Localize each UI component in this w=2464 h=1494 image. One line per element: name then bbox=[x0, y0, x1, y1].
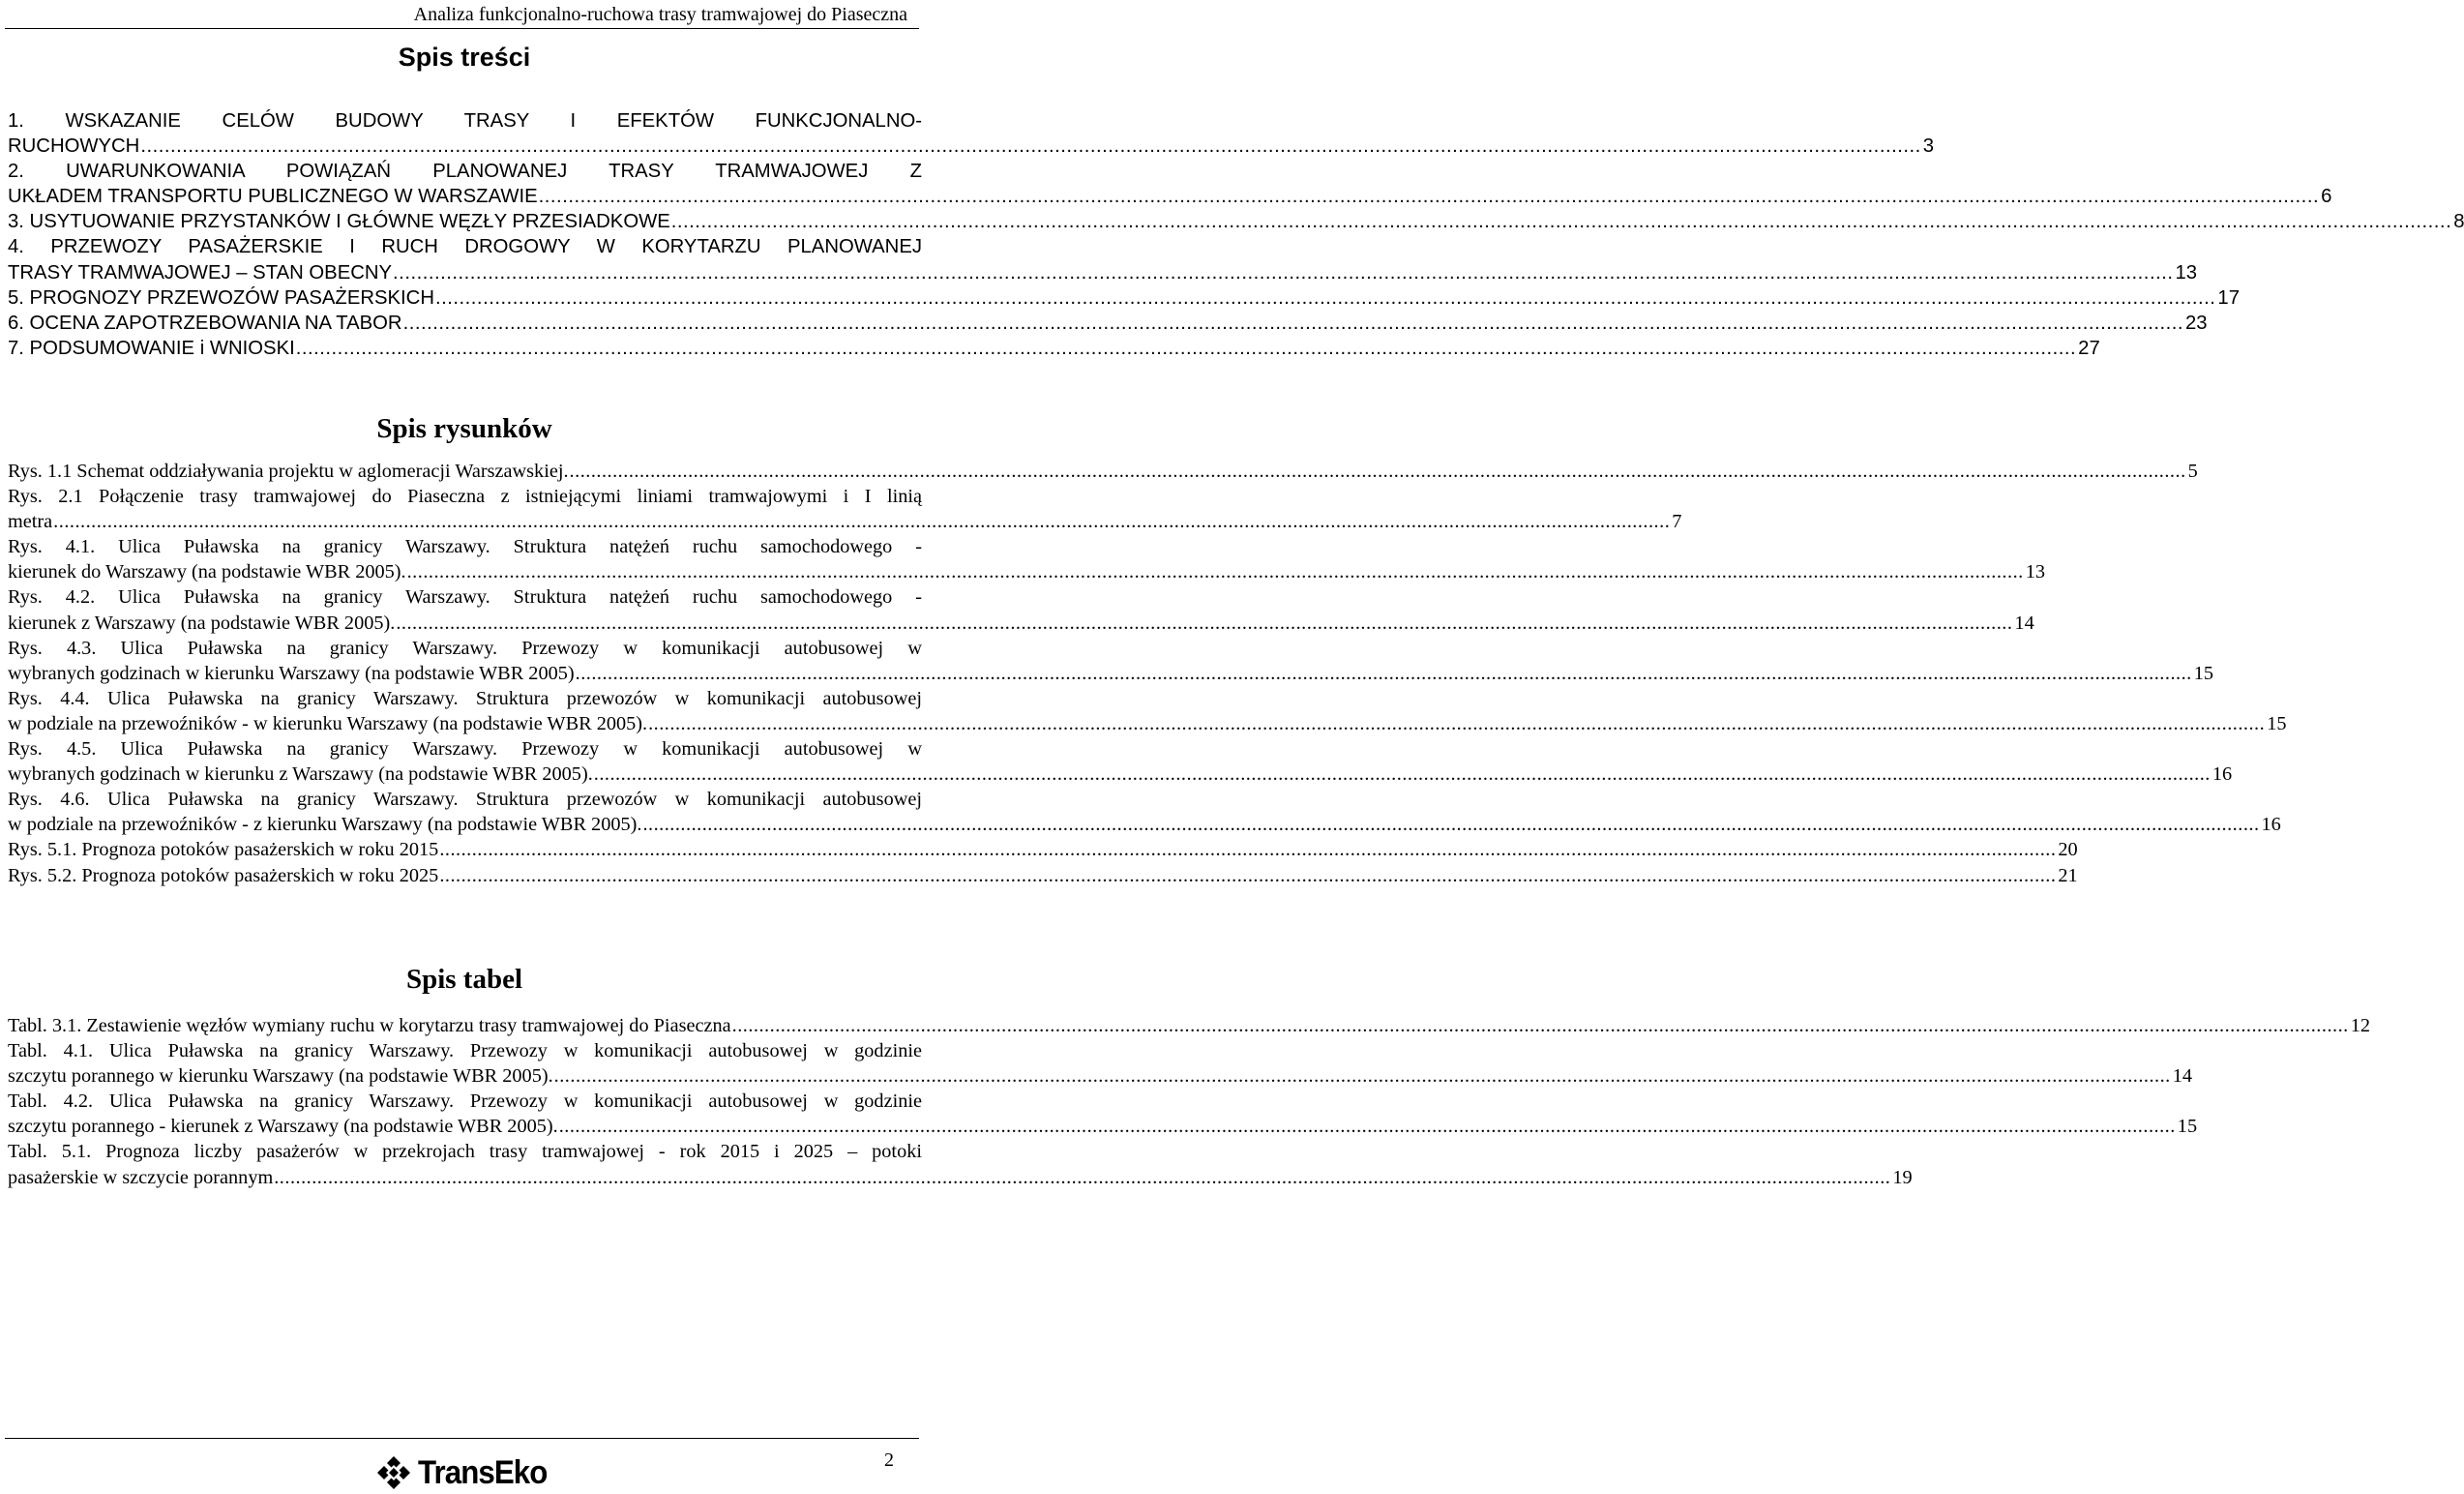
toc-entry[interactable] bbox=[8, 234, 2198, 284]
table-entry-page: 14 bbox=[2172, 1065, 2193, 1088]
figure-entry-title-line: Rys. 2.1 Połączenie trasy tramwajowej do Piaseczna z istniejącymi liniami tramwajowymi i I linią bbox=[8, 486, 922, 508]
figure-entry-title-line: Rys. 4.2. Ulica Puławska na granicy Warszawy. Struktura natężeń ruchu samochodowego - bbox=[8, 586, 922, 609]
toc-entry-title-line: 6. OCENA ZAPOTRZEBOWANIA NA TABOR bbox=[8, 312, 402, 334]
toc-entry-page: 3 bbox=[1922, 135, 1935, 158]
footer-rule bbox=[5, 1438, 919, 1439]
figure-entry-page: 21 bbox=[2058, 864, 2078, 886]
dot-leader: ............................................................................................................................................................................................................................................................................................................ bbox=[439, 864, 2057, 886]
dot-leader: ............................................................................................................................................................................................................................................................................................................ bbox=[439, 839, 2057, 861]
dot-leader: ............................................................................................................................................................................................................................................................................................................ bbox=[406, 561, 2024, 583]
dot-leader: ............................................................................................................................................................................................................................................................................................................ bbox=[396, 612, 2013, 634]
transeko-logo bbox=[375, 1451, 558, 1494]
table-entry-title-line: Tabl. 4.1. Ulica Puławska na granicy Warszawy. Przewozy w komunikacji autobusowej w godzinie bbox=[8, 1040, 922, 1062]
dot-leader: ............................................................................................................................................................................................................................................................................................................ bbox=[569, 461, 2186, 482]
table-entry-title-line: szczytu porannego - kierunek z Warszawy (na podstawie WBR 2005). bbox=[8, 1116, 558, 1138]
figure-entry-title-line: Rys. 1.1 Schemat oddziaływania projektu w aglomeracji Warszawskiej. bbox=[8, 461, 569, 482]
dot-leader: ............................................................................................................................................................................................................................................................................................................ bbox=[274, 1166, 1891, 1188]
table-entry-title-line: Tabl. 4.2. Ulica Puławska na granicy Warszawy. Przewozy w komunikacji autobusowej w godzinie bbox=[8, 1091, 922, 1113]
toc-entry[interactable] bbox=[8, 108, 1935, 159]
figure-entry-title-line: Rys. 5.1. Prognoza potoków pasażerskich w roku 2015 bbox=[8, 839, 439, 861]
dot-leader: ............................................................................................................................................................................................................................................................................................................ bbox=[642, 814, 2260, 836]
figure-entry-title-line: w podziale na przewoźników - z kierunku Warszawy (na podstawie WBR 2005). bbox=[8, 814, 642, 836]
table-entry-page: 12 bbox=[2350, 1015, 2370, 1036]
dot-leader: ............................................................................................................................................................................................................................................................................................................ bbox=[295, 337, 2077, 359]
figure-entry[interactable] bbox=[8, 584, 2034, 635]
figure-entry-page: 13 bbox=[2025, 561, 2045, 583]
figure-entry-title-line: Rys. 4.1. Ulica Puławska na granicy Warszawy. Struktura natężeń ruchu samochodowego - bbox=[8, 536, 922, 558]
toc-entry[interactable] bbox=[8, 285, 2240, 311]
toc-list bbox=[8, 108, 2464, 361]
toc-entry-title-line: 3. USYTUOWANIE PRZYSTANKÓW I GŁÓWNE WĘZŁY PRZESIADKOWE bbox=[8, 211, 670, 233]
figure-entry-title-line: Rys. 4.6. Ulica Puławska na granicy Warszawy. Struktura przewozów w komunikacji autobusowej bbox=[8, 789, 922, 811]
figure-entry-title-line: kierunek do Warszawy (na podstawie WBR 2005). bbox=[8, 561, 406, 583]
toc-entry-title-line: 2. UWARUNKOWANIA POWIĄZAŃ PLANOWANEJ TRASY TRAMWAJOWEJ Z bbox=[8, 161, 922, 183]
toc-entry-title-line: UKŁADEM TRANSPORTU PUBLICZNEGO W WARSZAWIE bbox=[8, 186, 538, 208]
toc-entry-title-line: 7. PODSUMOWANIE i WNIOSKI bbox=[8, 337, 295, 359]
figure-entry-title-line: kierunek z Warszawy (na podstawie WBR 2005). bbox=[8, 612, 396, 634]
tables-heading: Spis tabel bbox=[405, 964, 523, 995]
toc-entry-page: 13 bbox=[2175, 261, 2198, 284]
figure-entry-title-line: metra bbox=[8, 511, 53, 533]
logo-text: TransEko bbox=[418, 1453, 548, 1491]
dot-leader: ............................................................................................................................................................................................................................................................................................................ bbox=[393, 261, 2174, 284]
toc-entry[interactable] bbox=[8, 311, 2208, 336]
toc-entry-page: 23 bbox=[2185, 312, 2208, 334]
dot-leader: ............................................................................................................................................................................................................................................................................................................ bbox=[434, 286, 2216, 309]
toc-entry-title-line: RUCHOWYCH bbox=[8, 135, 140, 158]
table-entry[interactable] bbox=[8, 1089, 2198, 1139]
figure-entry[interactable] bbox=[8, 686, 2287, 736]
table-entry[interactable] bbox=[8, 1038, 2193, 1089]
figures-heading: Spis rysunków bbox=[376, 413, 552, 444]
transeko-logo-icon bbox=[375, 1455, 412, 1490]
figure-entry[interactable] bbox=[8, 534, 2045, 584]
toc-entry-title-line: TRASY TRAMWAJOWEJ – STAN OBECNY bbox=[8, 261, 393, 284]
table-entry[interactable] bbox=[8, 1139, 1913, 1189]
dot-leader: ............................................................................................................................................................................................................................................................................................................ bbox=[593, 763, 2211, 786]
figure-entry-page: 14 bbox=[2014, 612, 2034, 634]
dot-leader: ............................................................................................................................................................................................................................................................................................................ bbox=[575, 662, 2192, 684]
toc-entry[interactable] bbox=[8, 209, 2464, 234]
dot-leader: ............................................................................................................................................................................................................................................................................................................ bbox=[53, 511, 1671, 533]
table-entry[interactable] bbox=[8, 1013, 2370, 1038]
toc-entry[interactable] bbox=[8, 336, 2100, 361]
figure-entry-title-line: Rys. 4.5. Ulica Puławska na granicy Warszawy. Przewozy w komunikacji autobusowej w bbox=[8, 738, 922, 761]
toc-entry-title-line: 1. WSKAZANIE CELÓW BUDOWY TRASY I EFEKTÓW FUNKCJONALNO- bbox=[8, 110, 922, 132]
figure-entry-page: 7 bbox=[1672, 511, 1682, 533]
toc-heading: Spis treści bbox=[398, 43, 531, 72]
table-entry-title-line: szczytu porannego w kierunku Warszawy (na podstawie WBR 2005). bbox=[8, 1065, 553, 1088]
figure-entry-page: 16 bbox=[2212, 763, 2233, 786]
figure-entry[interactable] bbox=[8, 863, 2078, 888]
toc-entry-page: 27 bbox=[2078, 337, 2100, 359]
dot-leader: ............................................................................................................................................................................................................................................................................................................ bbox=[648, 712, 2266, 734]
figure-entry[interactable] bbox=[8, 636, 2213, 686]
dot-leader: ............................................................................................................................................................................................................................................................................................................ bbox=[553, 1065, 2171, 1088]
figure-entry-page: 16 bbox=[2261, 814, 2281, 836]
figure-entry-title-line: wybranych godzinach w kierunku Warszawy (na podstawie WBR 2005) bbox=[8, 662, 575, 684]
dot-leader: ............................................................................................................................................................................................................................................................................................................ bbox=[402, 312, 2184, 334]
table-entry-title-line: Tabl. 3.1. Zestawienie węzłów wymiany ruchu w korytarzu trasy tramwajowej do Piaseczna bbox=[8, 1015, 731, 1036]
figure-entry-title-line: wybranych godzinach w kierunku z Warszawy (na podstawie WBR 2005). bbox=[8, 763, 593, 786]
table-entry-page: 19 bbox=[1892, 1166, 1913, 1188]
page-number: 2 bbox=[884, 1449, 894, 1471]
dot-leader: ............................................................................................................................................................................................................................................................................................................ bbox=[140, 135, 1921, 158]
running-title: Analiza funkcjonalno-ruchowa trasy tramwajowej do Piaseczna bbox=[413, 4, 907, 25]
table-entry-title-line: pasażerskie w szczycie porannym bbox=[8, 1166, 274, 1188]
figure-entry-page: 5 bbox=[2187, 461, 2198, 482]
toc-entry-page: 17 bbox=[2217, 286, 2240, 309]
figure-entry[interactable] bbox=[8, 459, 2198, 484]
figure-entry-title-line: Rys. 4.3. Ulica Puławska na granicy Warszawy. Przewozy w komunikacji autobusowej w bbox=[8, 637, 922, 659]
figures-list bbox=[8, 459, 2287, 888]
figure-entry-title-line: w podziale na przewoźników - w kierunku Warszawy (na podstawie WBR 2005). bbox=[8, 712, 648, 734]
toc-entry-page: 6 bbox=[2321, 186, 2332, 208]
figure-entry[interactable] bbox=[8, 484, 1682, 534]
toc-entry-title-line: 5. PROGNOZY PRZEWOZÓW PASAŻERSKICH bbox=[8, 286, 434, 309]
figure-entry[interactable] bbox=[8, 837, 2078, 862]
table-entry-page: 15 bbox=[2177, 1116, 2198, 1138]
toc-entry[interactable] bbox=[8, 159, 2332, 209]
tables-list bbox=[8, 1013, 2370, 1190]
dot-leader: ............................................................................................................................................................................................................................................................................................................ bbox=[538, 186, 2320, 208]
figure-entry-title-line: Rys. 4.4. Ulica Puławska na granicy Warszawy. Struktura przewozów w komunikacji autobusowej bbox=[8, 687, 922, 709]
figure-entry-page: 15 bbox=[2267, 712, 2287, 734]
figure-entry-title-line: Rys. 5.2. Prognoza potoków pasażerskich w roku 2025 bbox=[8, 864, 439, 886]
dot-leader: ............................................................................................................................................................................................................................................................................................................ bbox=[558, 1116, 2176, 1138]
dot-leader: ............................................................................................................................................................................................................................................................................................................ bbox=[731, 1015, 2349, 1036]
figure-entry-page: 15 bbox=[2193, 662, 2213, 684]
table-entry-title-line: Tabl. 5.1. Prognoza liczby pasażerów w przekrojach trasy tramwajowej - rok 2015 i 2025 – potoki bbox=[8, 1141, 922, 1163]
toc-entry-title-line: 4. PRZEWOZY PASAŻERSKIE I RUCH DROGOWY W KORYTARZU PLANOWANEJ bbox=[8, 236, 922, 258]
toc-entry-page: 8 bbox=[2453, 211, 2464, 233]
figure-entry[interactable] bbox=[8, 736, 2233, 787]
header-rule bbox=[5, 28, 919, 29]
dot-leader: ............................................................................................................................................................................................................................................................................................................ bbox=[670, 211, 2452, 233]
figure-entry[interactable] bbox=[8, 787, 2281, 837]
figure-entry-page: 20 bbox=[2058, 839, 2078, 861]
